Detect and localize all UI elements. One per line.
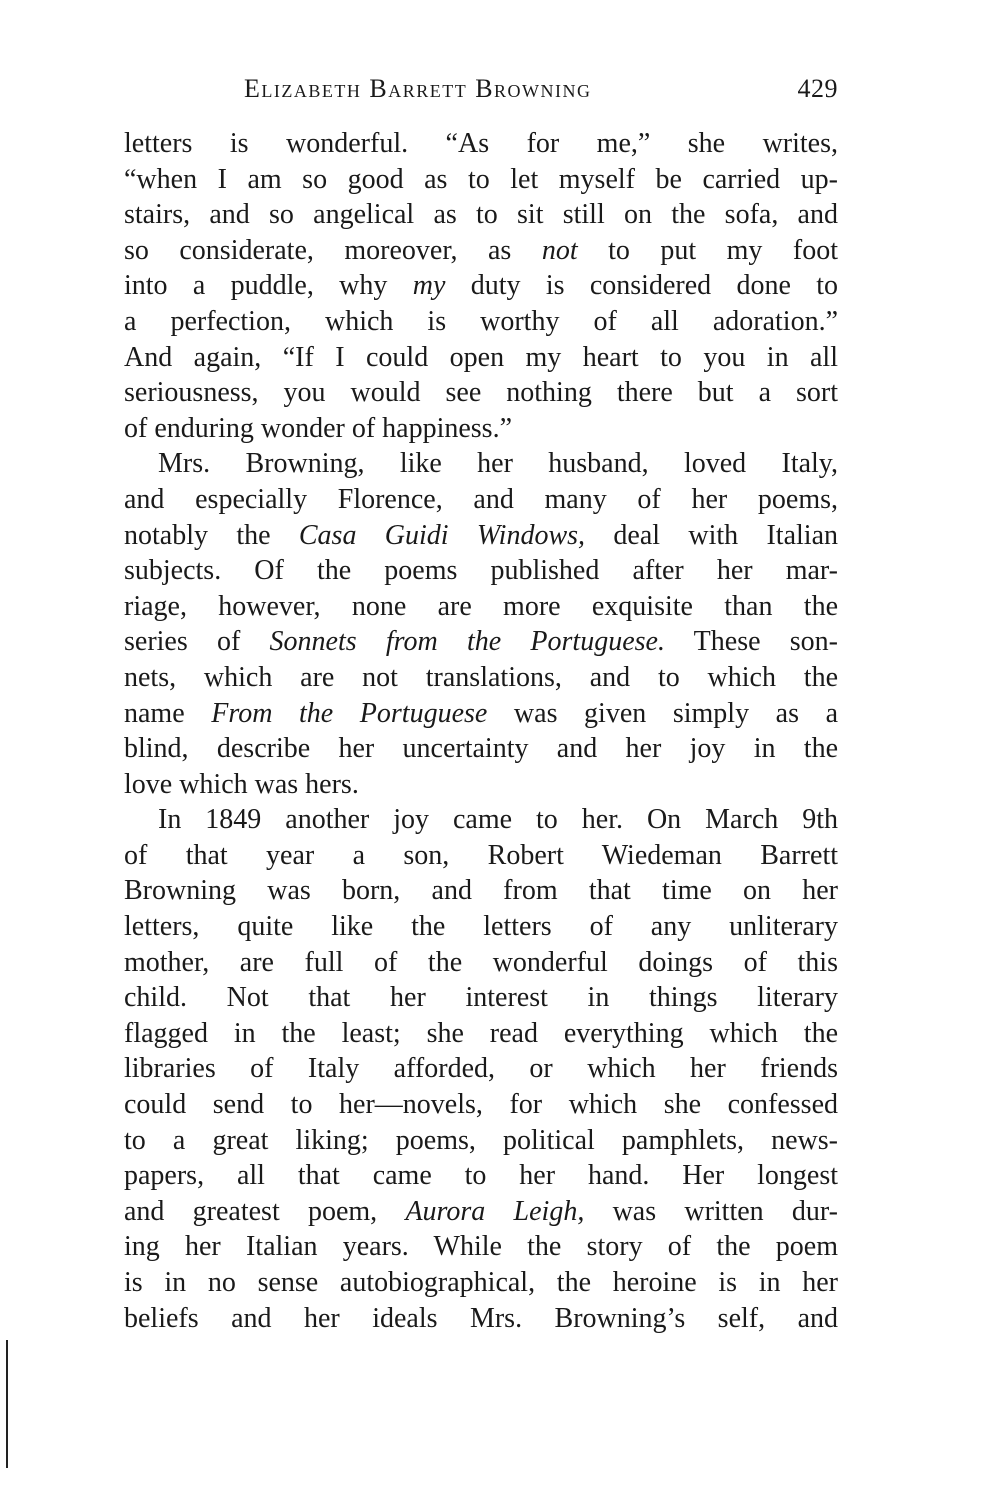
text-line: seriousness, you would see nothing there but a sort [124,377,838,409]
book-page [124,74,838,1336]
text-line: ing her Italian years. While the story of the poem [124,1231,838,1263]
text-line: so considerate, moreover, as not to put my foot [124,234,838,266]
running-title: Elizabeth Barrett Browning [244,74,592,103]
text-line: libraries of Italy afforded, or which her friends [124,1053,838,1085]
text-line: mother, are full of the wonderful doings of this [124,946,838,978]
running-head [244,74,838,114]
text-line: love which was hers. [124,768,359,800]
text-line: In 1849 another joy came to her. On March 9th [158,804,838,836]
text-line: stairs, and so angelical as to sit still on the sofa, and [124,199,838,231]
text-line: subjects. Of the poems published after her mar- [124,555,838,587]
text-line: of enduring wonder of happiness.” [124,412,513,444]
text-line: and especially Florence, and many of her poems, [124,483,838,515]
text-line: to a great liking; poems, political pamphlets, news- [124,1124,838,1156]
text-line: child. Not that her interest in things literary [124,982,838,1014]
margin-rule [6,1340,8,1468]
text-line: Mrs. Browning, like her husband, loved Italy, [158,448,838,480]
text-line: a perfection, which is worthy of all adoration.” [124,305,838,337]
text-line: letters, quite like the letters of any unliterary [124,911,838,943]
text-line: is in no sense autobiographical, the heroine is in her [124,1267,838,1298]
text-line: series of Sonnets from the Portuguese. These son- [124,626,838,658]
text-line: blind, describe her uncertainty and her joy in the [124,733,838,765]
text-line: riage, however, none are more exquisite than the [124,590,838,622]
text-line: name From the Portuguese was given simply as a [124,697,838,729]
text-line: into a puddle, why my duty is considered done to [124,270,838,302]
text-line: beliefs and her ideals Mrs. Browning’s self, and [124,1302,838,1334]
text-line: And again, “If I could open my heart to you in all [124,341,838,373]
text-line: flagged in the least; she read everything which the [124,1017,838,1049]
text-line: notably the Casa Guidi Windows, deal with Italian [124,519,838,551]
text-line: “when I am so good as to let myself be carried up- [124,163,838,195]
page-number: 429 [797,74,838,103]
text-line: of that year a son, Robert Wiedeman Barrett [124,839,838,871]
body-text [124,126,838,1336]
text-line: nets, which are not translations, and to which the [124,661,838,693]
text-line: and greatest poem, Aurora Leigh, was written dur- [124,1195,839,1227]
text-line: could send to her—novels, for which she confessed [124,1089,838,1121]
text-line: papers, all that came to her hand. Her longest [124,1160,838,1192]
text-line: letters is wonderful. “As for me,” she writes, [124,128,838,159]
text-line: Browning was born, and from that time on her [124,875,838,907]
